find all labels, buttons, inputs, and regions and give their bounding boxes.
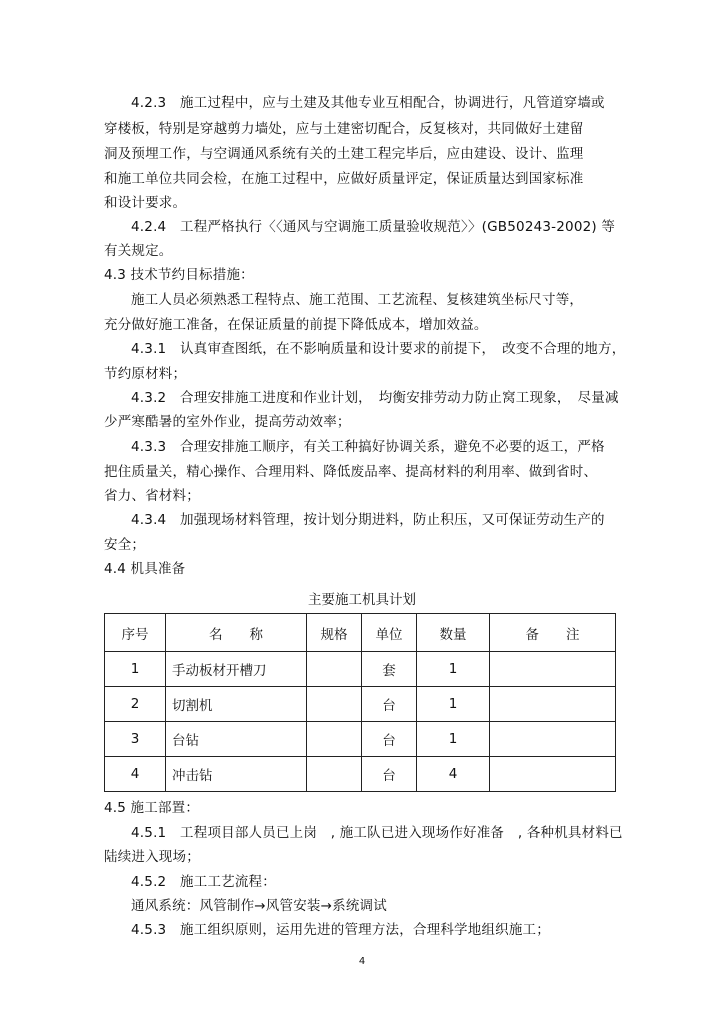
section-heading: 4.4 机具准备: [104, 561, 186, 577]
paragraph-line: 和设计要求。: [104, 195, 187, 211]
paragraph-line: 有关规定。: [104, 243, 173, 259]
table-cell: 冲击钻: [166, 757, 307, 792]
table-cell: 台钻: [166, 722, 307, 757]
paragraph-line: 少严寒酷暑的室外作业，提高劳动效率；: [104, 414, 351, 430]
header-cell: 单位: [362, 614, 417, 652]
page-number: 4: [358, 956, 366, 967]
table-cell: [307, 687, 362, 722]
header-cell: 数量: [417, 614, 490, 652]
paragraph-line: 把住质量关，精心操作、合理用料、降低废品率、提高材料的利用率、做到省时、: [104, 464, 598, 480]
paragraph-line: 施工人员必须熟悉工程特点、施工范围、工艺流程、复核建筑坐标尺寸等，: [131, 292, 584, 308]
paragraph-line: 4.5.2 施工工艺流程：: [131, 874, 276, 890]
table-cell: 切割机: [166, 687, 307, 722]
paragraph-line: 4.5.3 施工组织原则，运用先进的管理方法，合理科学地组织施工；: [131, 922, 550, 938]
header-cell: 序号: [105, 614, 166, 652]
table-row: [105, 757, 616, 792]
paragraph-line: 充分做好施工准备，在保证质量的前提下降低成本，增加效益。: [104, 317, 488, 333]
paragraph-line: 安全；: [104, 537, 146, 553]
section-heading: 4.3 技术节约目标措施：: [104, 267, 254, 283]
equipment-table: [104, 613, 616, 792]
table-cell: 台: [362, 757, 417, 792]
paragraph-line: 4.3.3 合理安排施工顺序，有关工种搞好协调关系，避免不必要的返工，严格: [131, 439, 605, 455]
paragraph-line: 4.2.4 工程严格执行〈〈通风与空调施工质量验收规范〉〉(GB50243-2002) 等: [131, 219, 616, 235]
paragraph-line: 4.3.1 认真审查图纸，在不影响质量和设计要求的前提下， 改变不合理的地方，: [131, 341, 626, 357]
table-cell: 1: [417, 687, 490, 722]
paragraph-line: 省力、省材料；: [104, 488, 200, 504]
table-cell: [307, 757, 362, 792]
header-cell: 名 称: [166, 614, 307, 652]
table-cell: [490, 687, 616, 722]
table-cell: [307, 722, 362, 757]
table-cell: 1: [417, 722, 490, 757]
table-title: 主要施工机具计划: [308, 592, 416, 608]
paragraph-line: 和施工单位共同会检，在施工过程中，应做好质量评定，保证质量达到国家标准: [104, 171, 584, 187]
table-cell: 4: [417, 757, 490, 792]
table-cell: [490, 652, 616, 687]
table-cell: 2: [105, 687, 166, 722]
table-cell: 套: [362, 652, 417, 687]
paragraph-line: 通风系统：风管制作→风管安装→系统调试: [131, 898, 387, 914]
table-cell: 台: [362, 687, 417, 722]
table-cell: [490, 757, 616, 792]
table-cell: 4: [105, 757, 166, 792]
table-cell: 3: [105, 722, 166, 757]
paragraph-line: 陆续进入现场；: [104, 849, 200, 865]
table-cell: 1: [105, 652, 166, 687]
paragraph-line: 节约原材料；: [104, 366, 187, 382]
paragraph-line: 洞及预埋工作，与空调通风系统有关的土建工程完毕后，应由建设、设计、监理: [104, 146, 584, 162]
table-cell: 手动板材开槽刀: [166, 652, 307, 687]
table-cell: [307, 652, 362, 687]
table-row: [105, 652, 616, 687]
paragraph-line: 4.3.2 合理安排施工进度和作业计划， 均衡安排劳动力防止窝工现象， 尽量减: [131, 390, 619, 406]
paragraph-line: 穿楼板，特别是穿越剪力墙处，应与土建密切配合，反复核对，共同做好土建留: [104, 121, 584, 137]
paragraph-line: 4.3.4 加强现场材料管理，按计划分期进料，防止积压，又可保证劳动生产的: [131, 512, 605, 528]
header-cell: 规格: [307, 614, 362, 652]
header-cell: 备 注: [490, 614, 616, 652]
table-cell: 1: [417, 652, 490, 687]
table-cell: 台: [362, 722, 417, 757]
table-cell: [490, 722, 616, 757]
table-row: [105, 687, 616, 722]
paragraph-line: 4.5.1 工程项目部人员已上岗 , 施工队已进入现场作好准备 , 各种机具材料已: [131, 825, 623, 841]
table-header-row: [105, 614, 616, 652]
table-row: [105, 722, 616, 757]
paragraph-line: 4.2.3 施工过程中，应与土建及其他专业互相配合，协调进行，凡管道穿墙或: [131, 95, 605, 111]
section-heading: 4.5 施工部置：: [104, 800, 200, 816]
